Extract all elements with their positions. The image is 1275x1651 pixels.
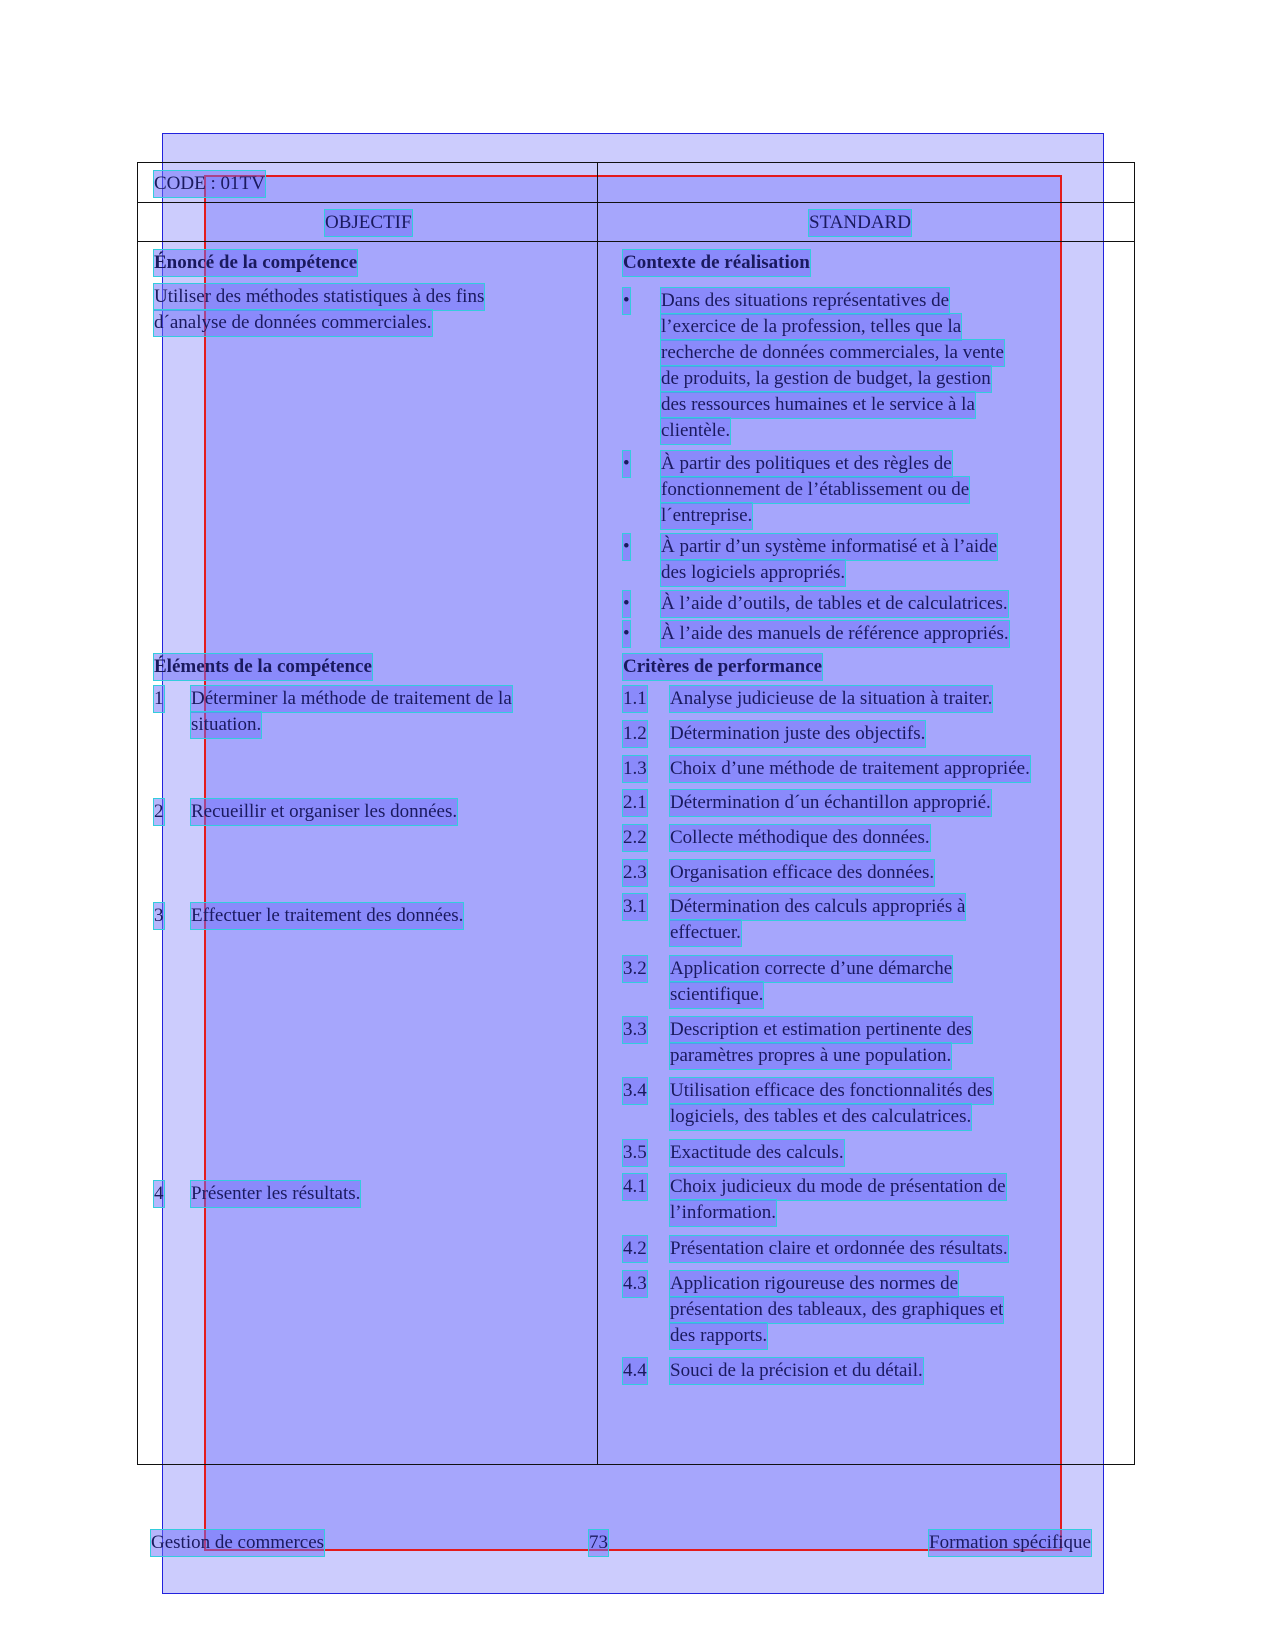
element-line: situation. <box>191 712 261 738</box>
contexte-line: l’exercice de la profession, telles que la <box>661 314 961 340</box>
column-header-objectif: OBJECTIF <box>325 210 412 236</box>
critere-number: 3.5 <box>623 1140 647 1166</box>
critere-line: Souci de la précision et du détail. <box>670 1358 923 1384</box>
contexte-line: clientèle. <box>661 418 730 444</box>
bullet-icon: • <box>623 621 630 647</box>
element-number: 1 <box>154 686 164 712</box>
contexte-line: de produits, la gestion de budget, la gestion <box>661 366 991 392</box>
critere-line: effectuer. <box>670 920 741 946</box>
critere-line: Application rigoureuse des normes de <box>670 1271 958 1297</box>
critere-line: Description et estimation pertinente des <box>670 1017 972 1043</box>
critere-line: l’information. <box>670 1200 776 1226</box>
critere-number: 2.3 <box>623 860 647 886</box>
critere-line: Exactitude des calculs. <box>670 1140 844 1166</box>
criteres-title: Critères de performance <box>623 654 822 680</box>
contexte-line: Dans des situations représentatives de <box>661 288 949 314</box>
bullet-icon: • <box>623 451 630 477</box>
enonce-title: Énoncé de la compétence <box>154 250 357 276</box>
critere-number: 2.1 <box>623 790 647 816</box>
critere-number: 2.2 <box>623 825 647 851</box>
contexte-line: À l’aide d’outils, de tables et de calculatrices. <box>661 591 1008 617</box>
critere-line: Collecte méthodique des données. <box>670 825 930 851</box>
critere-number: 4.4 <box>623 1358 647 1384</box>
element-line: Recueillir et organiser les données. <box>191 799 457 825</box>
element-line: Effectuer le traitement des données. <box>191 903 463 929</box>
critere-line: Détermination d´un échantillon approprié. <box>670 790 991 816</box>
critere-number: 1.2 <box>623 721 647 747</box>
enonce-line: Utiliser des méthodes statistiques à des fins <box>154 284 484 310</box>
critere-number: 3.4 <box>623 1078 647 1104</box>
contexte-line: fonctionnement de l’établissement ou de <box>661 477 969 503</box>
critere-number: 1.3 <box>623 756 647 782</box>
element-number: 4 <box>154 1181 164 1207</box>
column-header-standard: STANDARD <box>809 210 911 236</box>
critere-number: 4.1 <box>623 1174 647 1200</box>
contexte-line: recherche de données commerciales, la vente <box>661 340 1004 366</box>
code-label: CODE : 01TV <box>154 171 265 197</box>
critere-line: Utilisation efficace des fonctionnalités des <box>670 1078 993 1104</box>
elements-title: Éléments de la compétence <box>154 654 372 680</box>
element-line: Présenter les résultats. <box>191 1181 360 1207</box>
critere-line: Application correcte d’une démarche <box>670 956 952 982</box>
critere-number: 1.1 <box>623 686 647 712</box>
critere-line: Choix judicieux du mode de présentation de <box>670 1174 1006 1200</box>
bullet-icon: • <box>623 288 630 314</box>
critere-number: 4.2 <box>623 1236 647 1262</box>
contexte-line: des logiciels appropriés. <box>661 560 845 586</box>
footer-left: Gestion de commerces <box>151 1530 324 1556</box>
bullet-icon: • <box>623 534 630 560</box>
contexte-title: Contexte de réalisation <box>623 250 810 276</box>
footer-right: Formation spécifique <box>929 1530 1091 1556</box>
contexte-line: À partir d’un système informatisé et à l’aide <box>661 534 997 560</box>
critere-line: Choix d’une méthode de traitement appropriée. <box>670 756 1030 782</box>
critere-line: des rapports. <box>670 1323 767 1349</box>
contexte-line: l´entreprise. <box>661 503 752 529</box>
element-number: 3 <box>154 903 164 929</box>
contexte-line: À l’aide des manuels de référence appropriés. <box>661 621 1009 647</box>
critere-line: Analyse judicieuse de la situation à traiter. <box>670 686 992 712</box>
critere-line: scientifique. <box>670 982 763 1008</box>
critere-number: 3.1 <box>623 894 647 920</box>
contexte-line: des ressources humaines et le service à la <box>661 392 975 418</box>
critere-line: présentation des tableaux, des graphiques et <box>670 1297 1003 1323</box>
critere-line: Organisation efficace des données. <box>670 860 934 886</box>
critere-line: Détermination des calculs appropriés à <box>670 894 965 920</box>
element-number: 2 <box>154 799 164 825</box>
critere-line: logiciels, des tables et des calculatrices. <box>670 1104 971 1130</box>
footer-page-number: 73 <box>589 1530 608 1556</box>
critere-number: 3.2 <box>623 956 647 982</box>
critere-number: 4.3 <box>623 1271 647 1297</box>
enonce-line: d´analyse de données commerciales. <box>154 310 432 336</box>
bullet-icon: • <box>623 591 630 617</box>
contexte-line: À partir des politiques et des règles de <box>661 451 952 477</box>
critere-line: Détermination juste des objectifs. <box>670 721 925 747</box>
element-line: Déterminer la méthode de traitement de la <box>191 686 512 712</box>
critere-number: 3.3 <box>623 1017 647 1043</box>
critere-line: Présentation claire et ordonnée des résultats. <box>670 1236 1008 1262</box>
critere-line: paramètres propres à une population. <box>670 1043 951 1069</box>
